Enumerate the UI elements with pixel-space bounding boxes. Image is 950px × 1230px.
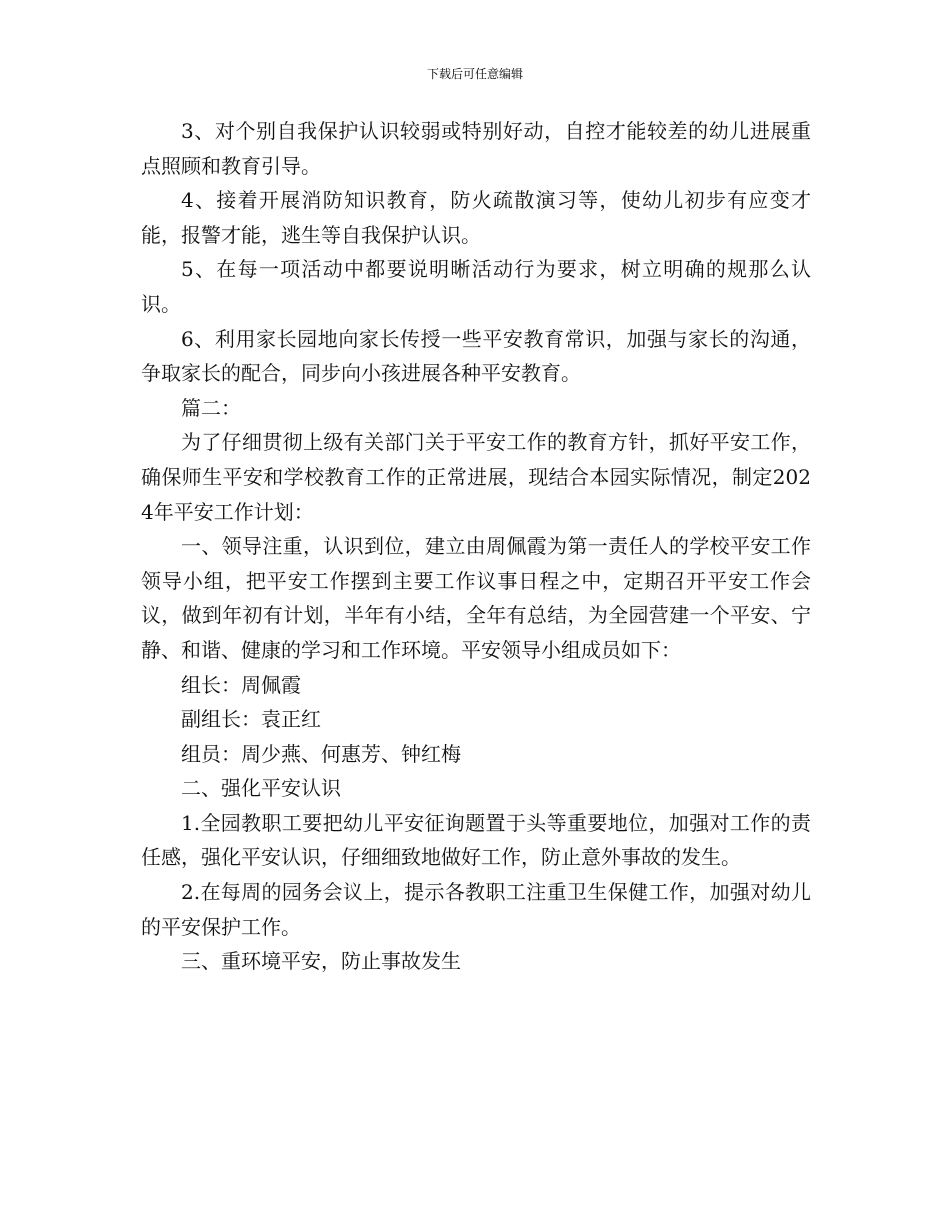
section-one-paragraph: 一、领导注重，认识到位，建立由周佩霞为第一责任人的学校平安工作领导小组，把平安工作摆到主要工作议事日程之中，定期召开平安工作会议，做到年初有计划，半年有小结，全年有总结，为全园营建一个平安、宁静、和谐、健康的学习和工作环境。平安领导小组成员如下：: [141, 534, 811, 662]
paragraph-item-3: 3、对个别自我保护认识较弱或特别好动，自控才能较差的幼儿进展重点照顾和教育引导。: [141, 119, 811, 178]
section-three-heading: 三、重环境平安，防止事故发生: [181, 949, 461, 974]
intro-paragraph: 为了仔细贯彻上级有关部门关于平安工作的教育方针，抓好平安工作，确保师生平安和学校教育工作的正常进展，现结合本园实际情况，制定2024年平安工作计划：: [141, 430, 811, 524]
document-body: [141, 114, 811, 979]
paragraph-item-6: 6、利用家长园地向家长传授一些平安教育常识，加强与家长的沟通，争取家长的配合，同步向小孩进展各种平安教育。: [141, 326, 811, 386]
deputy-leader-line: 副组长：袁正红: [181, 707, 321, 732]
page-header: 下载后可任意编辑: [426, 67, 523, 81]
team-leader-line: 组长：周佩霞: [181, 672, 301, 697]
section-two-item-2: 2.在每周的园务会议上，提示各教职工注重卫生保健工作，加强对幼儿的平安保护工作。: [141, 880, 811, 939]
section-two-item-1: 1.全园教职工要把幼儿平安征询题置于头等重要地位，加强对工作的责任感，强化平安认识，仔细细致地做好工作，防止意外事故的发生。: [141, 810, 811, 870]
section-heading-part-two: 篇二：: [181, 395, 241, 420]
paragraph-item-4: 4、接着开展消防知识教育，防火疏散演习等，使幼儿初步有应变才能，报警才能，逃生等自我保护认识。: [141, 188, 811, 247]
section-two-heading: 二、强化平安认识: [181, 776, 341, 801]
paragraph-item-5: 5、在每一项活动中都要说明晰活动行为要求，树立明确的规那么认识。: [141, 257, 811, 316]
team-members-line: 组员：周少燕、何惠芳、钟红梅: [181, 741, 461, 766]
